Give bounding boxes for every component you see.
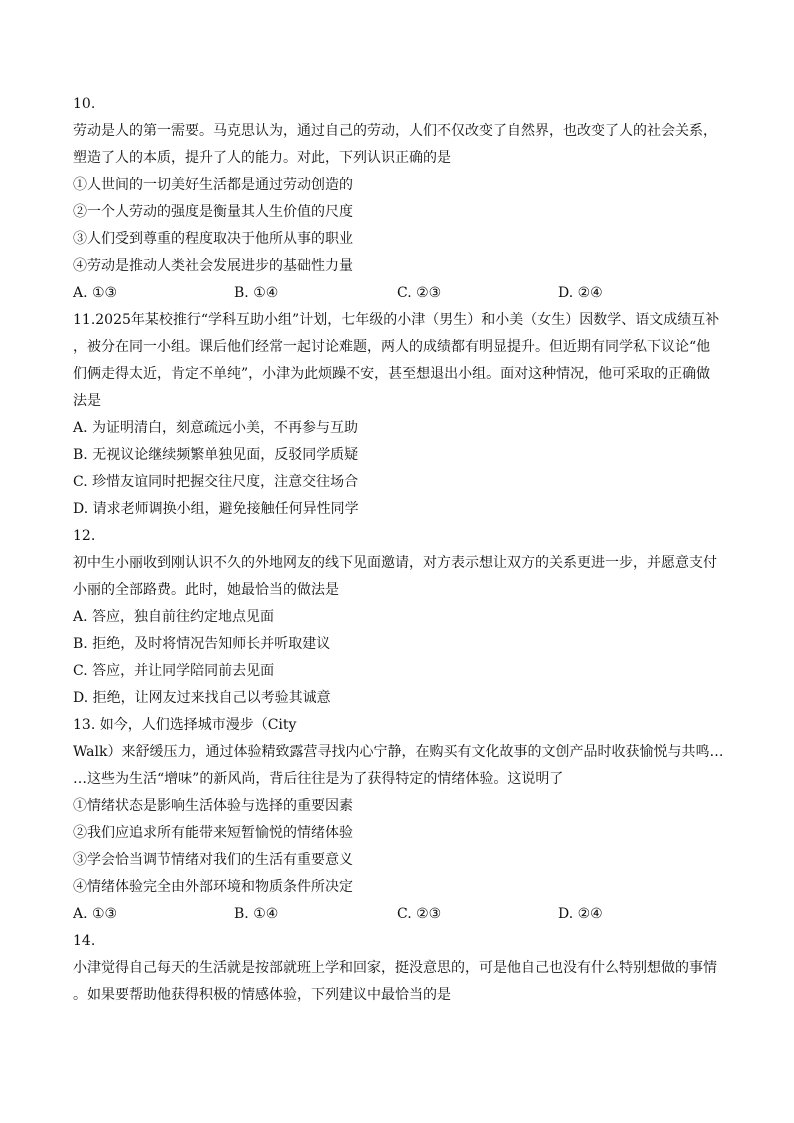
q12-choice-b: B. 拒绝，及时将情况告知师长并听取建议 — [73, 636, 331, 652]
q13-item-3: ③学会恰当调节情绪对我们的生活有重要意义 — [73, 852, 353, 868]
q11-choice-c: C. 珍惜友谊同时把握交往尺度，注意交往场合 — [73, 474, 359, 490]
q13-stem-line3: …这些为生活“增味”的新风尚，背后往往是为了获得特定的情绪体验。这说明了 — [73, 771, 564, 787]
q14-stem-line2: 。如果要帮助他获得积极的情感体验，下列建议中最恰当的是 — [73, 987, 451, 1003]
q10-item-1: ①人世间的一切美好生活都是通过劳动创造的 — [73, 177, 353, 193]
q14-stem-line1: 小津觉得自己每天的生活就是按部就班上学和回家，挺没意思的，可是他自己也没有什么特别想做的事情 — [73, 960, 717, 976]
q10-choice-c: C. ②③ — [397, 285, 442, 301]
q13-stem-line1: 13. 如今，人们选择城市漫步（City — [73, 717, 297, 733]
q10-item-3: ③人们受到尊重的程度取决于他所从事的职业 — [73, 231, 353, 247]
q10-choice-a: A. ①③ — [73, 285, 118, 301]
q12-stem-line2: 小丽的全部路费。此时，她最恰当的做法是 — [73, 582, 339, 598]
q12-choice-d: D. 拒绝，让网友过来找自己以考验其诚意 — [73, 690, 331, 706]
q10-item-2: ②一个人劳动的强度是衡量其人生价值的尺度 — [73, 204, 353, 220]
q10-choice-b: B. ①④ — [234, 285, 279, 301]
q14-number: 14. — [73, 933, 96, 949]
q10-stem-line2: 塑造了人的本质，提升了人的能力。对此，下列认识正确的是 — [73, 150, 451, 166]
q12-choice-c: C. 答应，并让同学陪同前去见面 — [73, 663, 275, 679]
q13-item-1: ①情绪状态是影响生活体验与选择的重要因素 — [73, 798, 353, 814]
q10-choice-d: D. ②④ — [558, 285, 603, 301]
q13-choice-b: B. ①④ — [234, 906, 279, 922]
q10-stem-line1: 劳动是人的第一需要。马克思认为，通过自己的劳动，人们不仅改变了自然界，也改变了人的社会关系， — [73, 123, 717, 139]
q11-stem-line1: 11.2025年某校推行“学科互助小组”计划，七年级的小津（男生）和小美（女生）因数学、语文成绩互补 — [73, 312, 720, 328]
q11-choice-d: D. 请求老师调换小组，避免接触任何异性同学 — [73, 501, 359, 517]
q13-stem-line2: Walk）来舒缓压力，通过体验精致露营寻找内心宁静，在购买有文化故事的文创产品时收获愉悦与共鸣… — [73, 744, 724, 760]
q11-choice-a: A. 为证明清白，刻意疏远小美，不再参与互助 — [73, 420, 359, 436]
q10-item-4: ④劳动是推动人类社会发展进步的基础性力量 — [73, 258, 353, 274]
q13-choice-d: D. ②④ — [558, 906, 603, 922]
q11-stem-line2: ，被分在同一小组。课后他们经常一起讨论难题，两人的成绩都有明显提升。但近期有同学私下议论“他 — [73, 339, 711, 355]
q11-stem-line3: 们俩走得太近，肯定不单纯”，小津为此烦躁不安，甚至想退出小组。面对这种情况，他可采取的正确做 — [73, 366, 711, 382]
q12-stem-line1: 初中生小丽收到刚认识不久的外地网友的线下见面邀请，对方表示想让双方的关系更进一步，并愿意支付 — [73, 555, 717, 571]
q11-stem-line4: 法是 — [73, 393, 101, 409]
q12-choice-a: A. 答应，独自前往约定地点见面 — [73, 609, 275, 625]
q10-number: 10. — [73, 96, 96, 112]
q11-choice-b: B. 无视议论继续频繁单独见面，反驳同学质疑 — [73, 447, 359, 463]
q13-item-4: ④情绪体验完全由外部环境和物质条件所决定 — [73, 879, 353, 895]
q12-number: 12. — [73, 528, 96, 544]
q13-item-2: ②我们应追求所有能带来短暂愉悦的情绪体验 — [73, 825, 353, 841]
q13-choice-a: A. ①③ — [73, 906, 118, 922]
q13-choice-c: C. ②③ — [397, 906, 442, 922]
